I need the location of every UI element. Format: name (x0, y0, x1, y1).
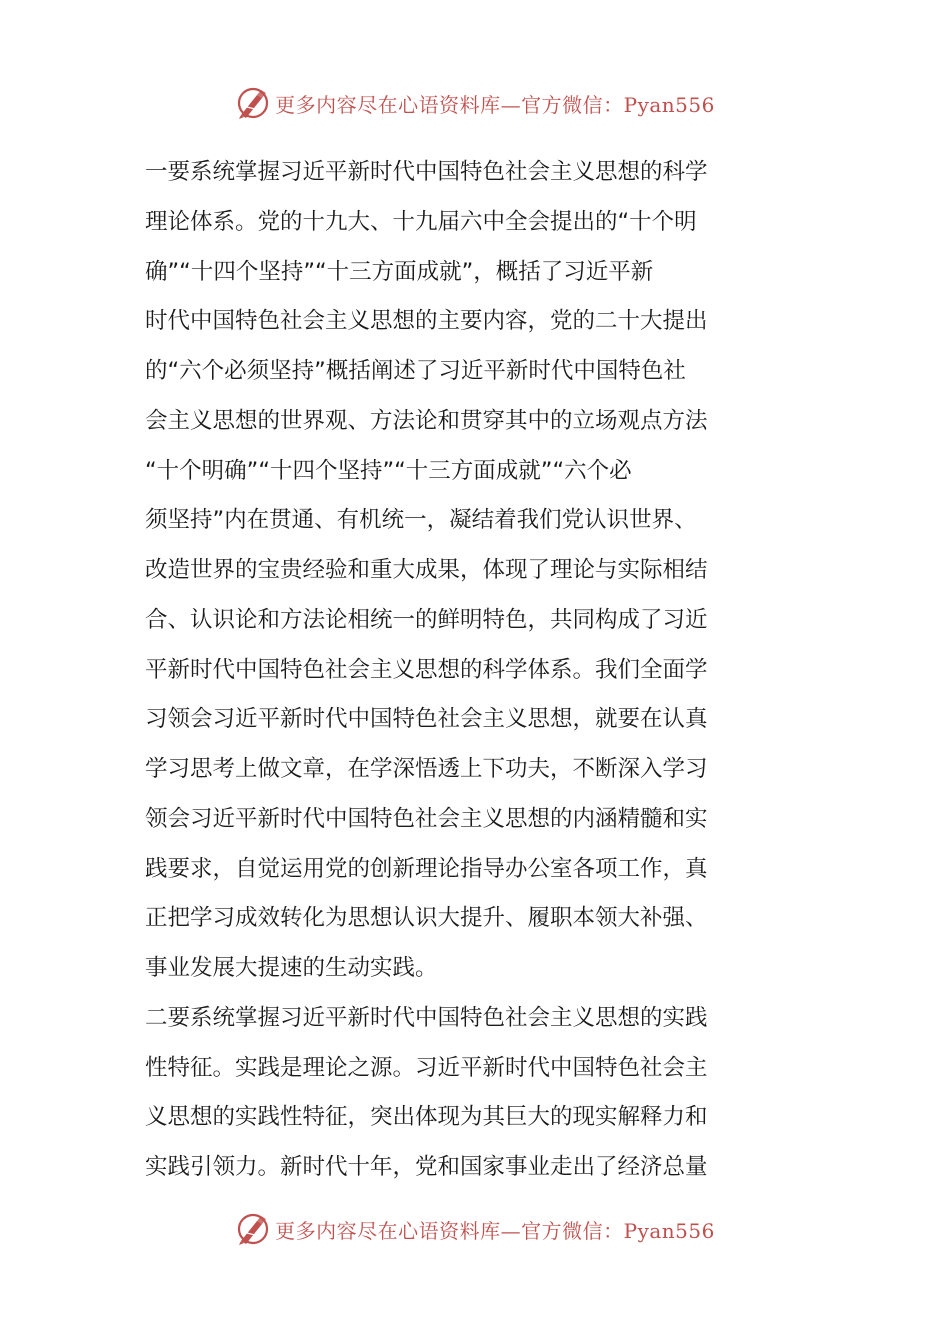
text-line: 学习思考上做文章，在学深悟透上下功夫，不断深入学习 (145, 756, 708, 782)
text-line: 改造世界的宝贵经验和重大成果，体现了理论与实际相结 (145, 557, 708, 583)
text-line: 时代中国特色社会主义思想的主要内容，党的二十大提出 (145, 308, 708, 335)
text-line: 理论体系。党的十九大、十九届六中全会提出的“十个明 (145, 208, 697, 235)
pen-logo-icon (235, 1211, 271, 1247)
document-body (145, 148, 807, 1193)
text-line: 一要系统掌握习近平新时代中国特色社会主义思想的科学 (145, 159, 708, 185)
text-line: 确”“十四个坚持”“十三方面成就”，概括了习近平新 (145, 258, 654, 285)
text-line: 合、认识论和方法论相统一的鲜明特色，共同构成了习近 (145, 606, 708, 633)
text-line: 性特征。实践是理论之源。习近平新时代中国特色社会主 (145, 1054, 708, 1081)
text-line: 须坚持”内在贯通、有机统一，凝结着我们党认识世界、 (145, 507, 697, 534)
text-line: 领会习近平新时代中国特色社会主义思想的内涵精髓和实 (145, 805, 708, 832)
text-line: 践要求，自觉运用党的创新理论指导办公室各项工作，真 (145, 855, 708, 882)
text-line: 平新时代中国特色社会主义思想的科学体系。我们全面学 (145, 656, 708, 683)
text-line: 会主义思想的世界观、方法论和贯穿其中的立场观点方法 (145, 407, 708, 434)
text-line: 义思想的实践性特征，突出体现为其巨大的现实解释力和 (145, 1104, 708, 1131)
footer-text: 更多内容尽在心语资料库—官方微信：Pyan556 (275, 1218, 715, 1243)
header-banner (0, 83, 950, 123)
text-line: 二要系统掌握习近平新时代中国特色社会主义思想的实践 (145, 1004, 708, 1031)
text-line: 正把学习成效转化为思想认识大提升、履职本领大补强、 (145, 905, 708, 932)
text-line: 习领会习近平新时代中国特色社会主义思想，就要在认真 (145, 706, 708, 733)
text-line: 事业发展大提速的生动实践。 (145, 955, 438, 981)
text-line: 实践引领力。新时代十年，党和国家事业走出了经济总量 (145, 1154, 708, 1180)
pen-logo-icon (235, 85, 271, 121)
text-line: “十个明确”“十四个坚持”“十三方面成就”“六个必 (145, 457, 632, 484)
text-line: 的“六个必须坚持”概括阐述了习近平新时代中国特色社 (145, 358, 686, 384)
header-text: 更多内容尽在心语资料库—官方微信：Pyan556 (275, 92, 715, 117)
footer-banner (0, 1209, 950, 1249)
